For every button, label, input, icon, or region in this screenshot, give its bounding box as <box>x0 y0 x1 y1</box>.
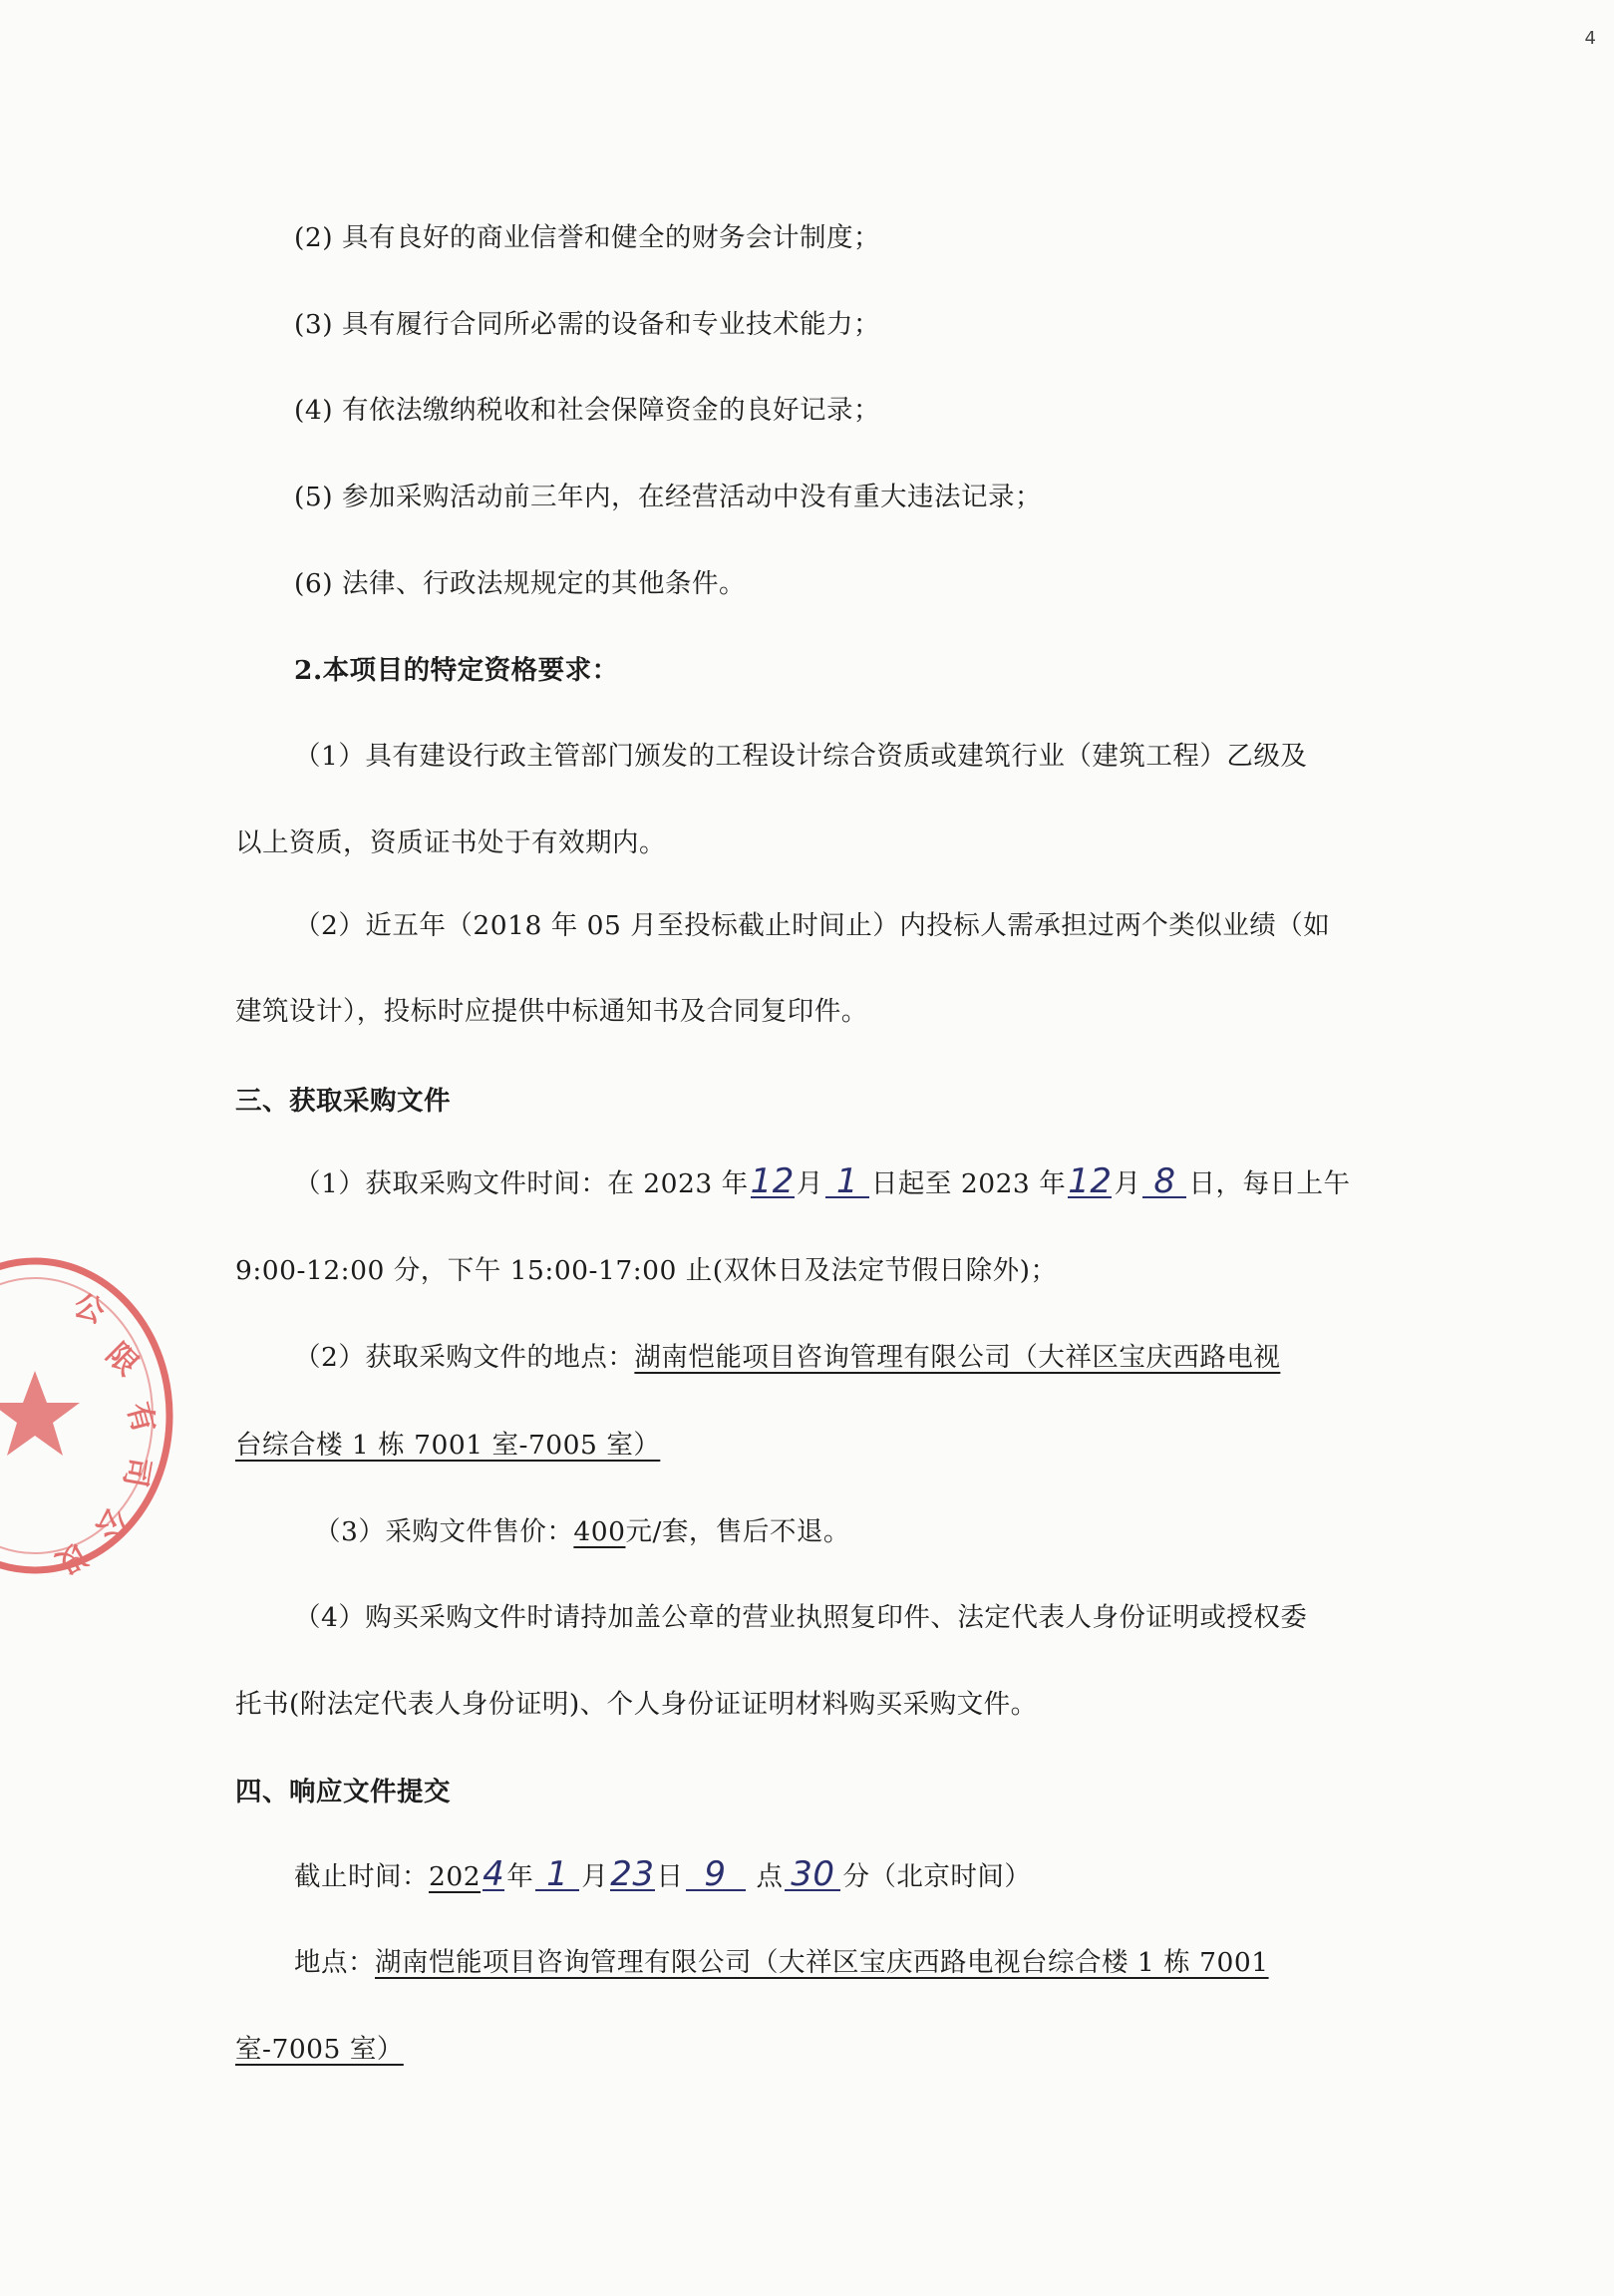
deadline-month-label: 月 <box>581 1861 609 1892</box>
handwritten-deadline-hour: 9 <box>686 1859 746 1891</box>
svg-text:设: 设 <box>50 1535 94 1580</box>
specific-item2-line1: （2）近五年（2018 年 05 月至投标截止时间止）内投标人需承担过两个类似业绩（如 <box>294 910 1331 941</box>
acquire-place-line1 <box>294 1341 1280 1375</box>
month-label-2: 月 <box>1114 1168 1141 1199</box>
purchase-requirements-line2: 托书(附法定代表人身份证明)、个人身份证证明材料购买采购文件。 <box>235 1689 1038 1720</box>
price-line <box>314 1515 850 1549</box>
requirement-2: (2) 具有良好的商业信誉和健全的财务会计制度； <box>294 222 880 253</box>
deadline-day-label: 日 <box>656 1861 684 1892</box>
handwritten-deadline-day: 23 <box>610 1854 655 1894</box>
submit-place-address: 湖南恺能项目咨询管理有限公司（大祥区宝庆西路电视台综合楼 1 栋 7001 <box>375 1947 1269 1978</box>
purchase-requirements-line1: （4）购买采购文件时请持加盖公章的营业执照复印件、法定代表人身份证明或授权委 <box>294 1602 1308 1633</box>
specific-item1-line1: （1）具有建设行政主管部门颁发的工程设计综合资质或建筑行业（建筑工程）乙级及 <box>294 741 1308 772</box>
acquire-time-suffix: 日，每日上午 <box>1188 1168 1351 1199</box>
acquire-place-prefix: （2）获取采购文件的地点： <box>294 1342 635 1373</box>
handwritten-deadline-month: 1 <box>535 1859 579 1891</box>
svg-text:公: 公 <box>69 1287 110 1331</box>
deadline-prefix: 截止时间： <box>294 1861 429 1892</box>
seal-star-icon <box>0 1371 80 1456</box>
specific-item2-line2: 建筑设计），投标时应提供中标通知书及合同复印件。 <box>235 996 868 1027</box>
handwritten-end-day: 8 <box>1142 1166 1186 1198</box>
specific-requirements-heading: 2.本项目的特定资格要求： <box>294 655 619 686</box>
handwritten-end-month: 12 <box>1068 1161 1113 1201</box>
svg-text:司: 司 <box>116 1454 157 1490</box>
submit-place-address-cont: 室-7005 室） <box>235 2034 404 2065</box>
requirement-4: (4) 有依法缴纳税收和社会保障资金的良好记录； <box>294 395 880 426</box>
section3-heading: 三、获取采购文件 <box>235 1086 451 1117</box>
page-number: 4 <box>1584 28 1596 49</box>
acquire-place-line2 <box>235 1429 660 1463</box>
svg-text:有: 有 <box>120 1399 161 1438</box>
handwritten-start-day: 1 <box>825 1166 869 1198</box>
requirement-6: (6) 法律、行政法规规定的其他条件。 <box>294 568 746 599</box>
year-label: 年 <box>506 1861 534 1892</box>
submit-place-line1 <box>294 1946 1269 1980</box>
svg-text:限: 限 <box>99 1336 146 1383</box>
acquire-time-prefix: （1）获取采购文件时间：在 2023 年 <box>294 1168 749 1199</box>
acquire-time-line2: 9:00-12:00 分，下午 15:00-17:00 止(双休日及法定节假日除外)； <box>235 1255 1058 1286</box>
handwritten-start-month: 12 <box>750 1161 795 1201</box>
acquire-place-address-cont: 台综合楼 1 栋 7001 室-7005 室） <box>235 1430 661 1461</box>
month-label: 月 <box>796 1168 823 1199</box>
price-prefix: （3）采购文件售价： <box>314 1516 574 1547</box>
section4-heading: 四、响应文件提交 <box>235 1777 451 1807</box>
submit-place-prefix: 地点： <box>294 1947 375 1978</box>
handwritten-year-digit: 4 <box>483 1854 505 1894</box>
day-to-text: 日起至 2023 年 <box>870 1168 1067 1199</box>
deadline-minute-suffix: 分（北京时间） <box>842 1861 1032 1892</box>
svg-text:公: 公 <box>88 1500 135 1546</box>
requirement-5: (5) 参加采购活动前三年内，在经营活动中没有重大违法记录； <box>294 482 1042 512</box>
requirement-3: (3) 具有履行合同所必需的设备和专业技术能力； <box>294 309 880 340</box>
acquire-time-line1 <box>294 1161 1351 1201</box>
deadline-line <box>294 1854 1032 1894</box>
acquire-place-address: 湖南恺能项目咨询管理有限公司（大祥区宝庆西路电视 <box>634 1342 1281 1373</box>
price-value: 400 <box>573 1516 626 1547</box>
deadline-hour-label: 点 <box>756 1861 784 1892</box>
specific-item1-line2: 以上资质，资质证书处于有效期内。 <box>235 827 666 858</box>
handwritten-deadline-minute: 30 <box>785 1859 840 1891</box>
company-seal-image <box>0 1251 179 1580</box>
deadline-year-printed: 202 <box>429 1861 482 1892</box>
submit-place-line2 <box>235 2033 404 2067</box>
price-suffix: 元/套，售后不退。 <box>625 1516 850 1547</box>
